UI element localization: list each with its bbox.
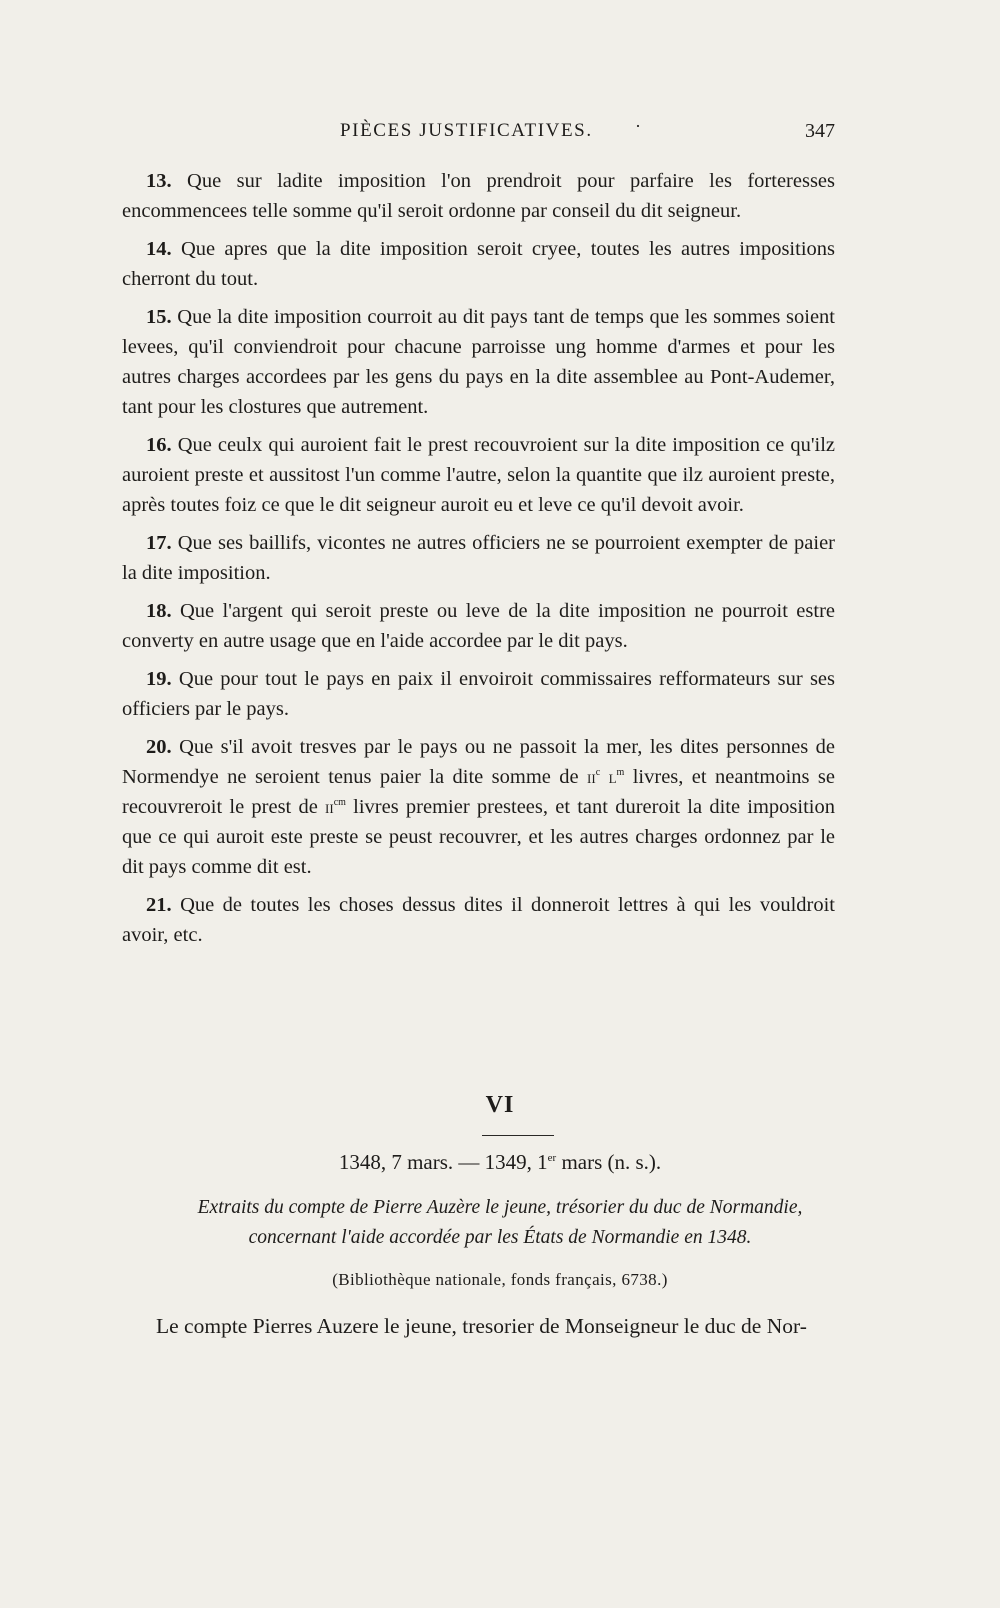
article-15 bbox=[122, 302, 835, 422]
article-text-part: Que s'il avoit tresves par le pays ou ne passoit la mer, les dites personnes de Normendye ne seroient tenus paier la dite somme de bbox=[122, 736, 836, 788]
superscript: er bbox=[547, 1152, 557, 1164]
article-14 bbox=[122, 234, 835, 294]
summary-line: concernant l'aide accordée par les États de Normandie en 1348. bbox=[248, 1227, 752, 1248]
article-number: 16. bbox=[146, 434, 172, 456]
section-number: VI bbox=[485, 1092, 515, 1118]
article-21 bbox=[122, 890, 835, 950]
article-number: 19. bbox=[146, 668, 172, 690]
superscript: m bbox=[616, 767, 625, 778]
article-text: Que sur ladite imposition l'on prendroit pour parfaire les forteresses encommencees telle somme qu'il seroit ordonne par conseil du dit seigneur. bbox=[122, 170, 835, 222]
article-text-part: livres premier prestees, et tant dureroit la dite imposition que ce qui auroit este preste se peust recouvrer, et les autres charges ordonnez par le dit pays comme dit est. bbox=[122, 796, 835, 878]
article-number: 18. bbox=[146, 600, 172, 622]
article-text: Que la dite imposition courroit au dit pays tant de temps que les sommes soient levees, qu'il conviendroit pour chacune parroisse ung homme d'armes et pour les autres charges accordees par les gens du pays en la dite assemblee au Pont-Audemer, tant pour les clostures que autrement. bbox=[122, 306, 836, 418]
roman-numeral: ii bbox=[587, 767, 596, 787]
superscript: cm bbox=[333, 797, 346, 808]
article-20 bbox=[122, 732, 835, 882]
article-text: Que l'argent qui seroit preste ou leve de la dite imposition ne pourroit estre converty en autre usage que en l'aide accordee par le dit pays. bbox=[122, 600, 836, 652]
section-summary bbox=[160, 1193, 840, 1253]
articles-body bbox=[122, 166, 835, 958]
article-number: 14. bbox=[146, 238, 172, 260]
page-number: 347 bbox=[805, 120, 835, 142]
article-text: Que ceulx qui auroient fait le prest recouvroient sur la dite imposition ce qu'ilz auroient preste et aussitost l'un comme l'autre, selon la quantite que ilz auroient preste, après toutes foiz ce que le dit seigneur auroit eu et leve ce qu'il devoit avoir. bbox=[122, 434, 836, 516]
summary-line: Extraits du compte de Pierre Auzère le jeune, trésorier du duc de Normandie, bbox=[197, 1197, 803, 1218]
article-16 bbox=[122, 430, 835, 520]
running-header bbox=[120, 116, 835, 150]
running-title: PIÈCES JUSTIFICATIVES. bbox=[340, 120, 593, 141]
article-number: 17. bbox=[146, 532, 172, 554]
source-citation: (Bibliothèque nationale, fonds français, 6738.) bbox=[332, 1270, 668, 1289]
article-13 bbox=[122, 166, 835, 226]
article-text: Que apres que la dite imposition seroit cryee, toutes les autres impositions cherront du tout. bbox=[122, 238, 835, 290]
article-number: 21. bbox=[146, 894, 172, 916]
article-19 bbox=[122, 664, 835, 724]
article-number: 15. bbox=[146, 306, 172, 328]
superscript: c bbox=[595, 767, 601, 778]
header-mark: · bbox=[635, 116, 641, 136]
article-number: 13. bbox=[146, 170, 172, 192]
article-text-part: livres, et neantmoins se recouvreroit le prest de bbox=[122, 766, 835, 818]
section-divider bbox=[482, 1135, 554, 1136]
section-date bbox=[0, 1150, 1000, 1175]
opening-line: Le compte Pierres Auzere le jeune, tresorier de Monseigneur le duc de Nor- bbox=[156, 1314, 807, 1338]
date-text: 1348, 7 mars. — 1349, 1 bbox=[338, 1150, 548, 1174]
article-text: Que pour tout le pays en paix il envoiroit commissaires refformateurs sur ses officiers par le pays. bbox=[122, 668, 835, 720]
article-number: 20. bbox=[146, 736, 172, 758]
article-17 bbox=[122, 528, 835, 588]
article-text: Que ses baillifs, vicontes ne autres officiers ne se pourroient exempter de paier la dite imposition. bbox=[122, 532, 835, 584]
roman-numeral: l bbox=[608, 767, 617, 787]
article-18 bbox=[122, 596, 835, 656]
date-text: mars (n. s.). bbox=[556, 1150, 662, 1174]
article-text: Que de toutes les choses dessus dites il donneroit lettres à qui les vouldroit avoir, etc. bbox=[122, 894, 835, 946]
roman-numeral: ii bbox=[325, 797, 334, 817]
